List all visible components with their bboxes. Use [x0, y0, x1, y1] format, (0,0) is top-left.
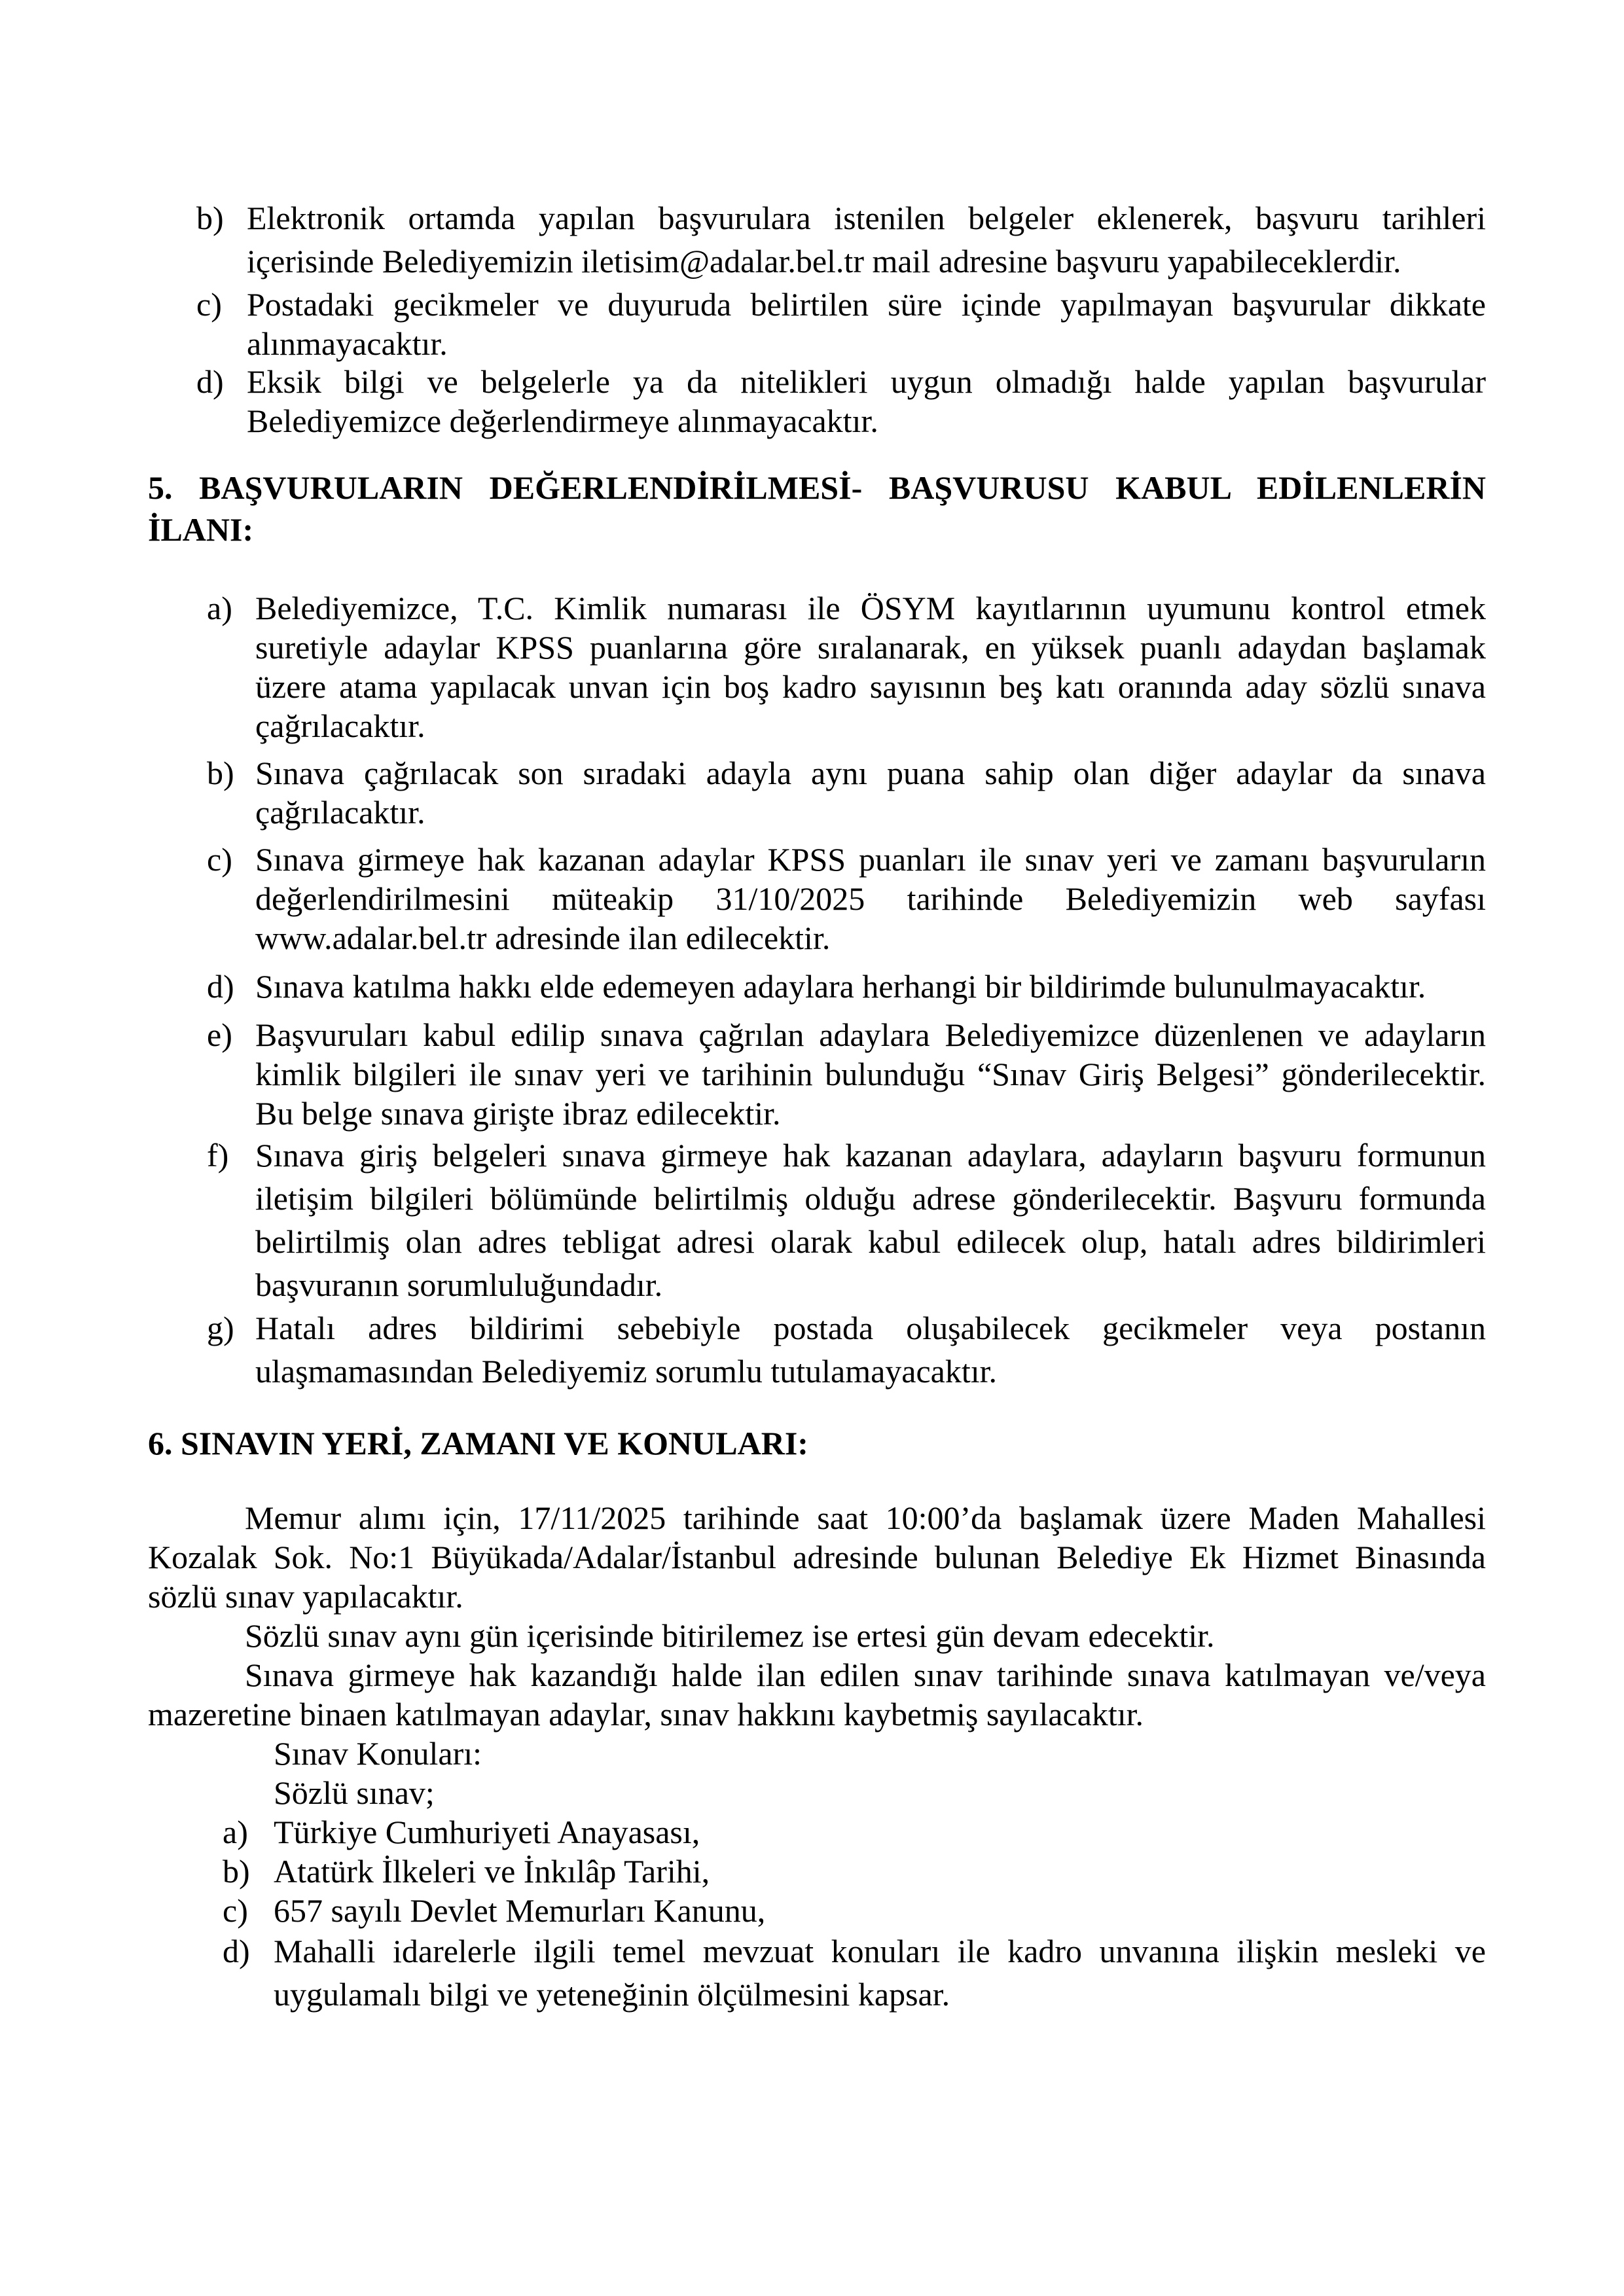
list-item-text: Hatalı adres bildirimi sebebiyle postada oluşabilecek gecikmeler veya postanın — [255, 1310, 1486, 1346]
list-item-text: suretiyle adaylar KPSS puanlarına göre sıralanarak, en yüksek puanlı adaydan başlamak — [255, 629, 1486, 666]
section-heading-cont: İLANI: — [148, 511, 254, 548]
list-item-text: Sınava girmeye hak kazanan adaylar KPSS puanları ile sınav yeri ve zamanı başvuruların — [255, 841, 1486, 878]
section-heading: 5. BAŞVURULARIN DEĞERLENDİRİLMESİ- BAŞVURUSU KABUL EDİLENLERİN — [148, 469, 1486, 506]
topic-item: Atatürk İlkeleri ve İnkılâp Tarihi, — [274, 1853, 710, 1890]
topic-item: 657 sayılı Devlet Memurları Kanunu, — [274, 1892, 766, 1929]
list-item-text: Bu belge sınava girişte ibraz edilecektir. — [255, 1095, 781, 1132]
topics-label: Sınav Konuları: — [274, 1735, 482, 1772]
list-marker: d) — [196, 363, 224, 400]
list-item-text: ulaşmamasından Belediyemiz sorumlu tutulamayacaktır. — [255, 1353, 998, 1390]
paragraph-line: Sözlü sınav aynı gün içerisinde bitirilemez ise ertesi gün devam edecektir. — [245, 1617, 1215, 1654]
list-marker: d) — [223, 1933, 250, 1969]
list-marker: b) — [207, 755, 234, 791]
list-marker: e) — [207, 1016, 232, 1053]
list-item-text: Belediyemizce, T.C. Kimlik numarası ile ÖSYM kayıtlarının uyumunu kontrol etmek — [255, 590, 1486, 626]
list-marker: a) — [223, 1814, 248, 1850]
list-item-text: içerisinde Belediyemizin iletisim@adalar.bel.tr mail adresine başvuru yapabileceklerdir. — [247, 243, 1401, 279]
list-item-text: Eksik bilgi ve belgelerle ya da nitelikleri uygun olmadığı halde yapılan başvurular — [247, 363, 1486, 400]
list-item-text: Sınava giriş belgeleri sınava girmeye hak kazanan adaylara, adayların başvuru formunun — [255, 1137, 1486, 1174]
paragraph-line: Kozalak Sok. No:1 Büyükada/Adalar/İstanbul adresinde bulunan Belediye Ek Hizmet Binasında — [148, 1539, 1486, 1575]
paragraph-line: Sınava girmeye hak kazandığı halde ilan edilen sınav tarihinde sınava katılmayan ve/veya — [245, 1657, 1486, 1693]
list-item-text: Başvuruları kabul edilip sınava çağrılan adaylara Belediyemizce düzenlenen ve adayların — [255, 1016, 1486, 1053]
paragraph-line: Memur alımı için, 17/11/2025 tarihinde saat 10:00’da başlamak üzere Maden Mahallesi — [245, 1499, 1486, 1536]
list-marker: c) — [223, 1892, 248, 1929]
section-heading: 6. SINAVIN YERİ, ZAMANI VE KONULARI: — [148, 1425, 808, 1462]
list-marker: f) — [207, 1137, 229, 1174]
list-marker: d) — [207, 968, 234, 1005]
list-item-text: Belediyemizce değerlendirmeye alınmayacaktır. — [247, 403, 878, 439]
list-item-text: kimlik bilgileri ile sınav yeri ve tarihinin bulunduğu “Sınav Giriş Belgesi” gönderilecektir. — [255, 1056, 1486, 1092]
list-item-text: alınmayacaktır. — [247, 325, 448, 362]
list-marker: c) — [207, 841, 232, 878]
list-item-text: üzere atama yapılacak unvan için boş kadro sayısının beş katı oranında aday sözlü sınava — [255, 668, 1486, 705]
list-item-text: belirtilmiş olan adres tebligat adresi olarak kabul edilecek olup, hatalı adres bildirimleri — [255, 1223, 1486, 1260]
list-item-text: Elektronik ortamda yapılan başvurulara istenilen belgeler eklenerek, başvuru tarihleri — [247, 200, 1486, 236]
list-item-text: çağrılacaktır. — [255, 708, 425, 744]
list-item-text: Sınava çağrılacak son sıradaki adayla aynı puana sahip olan diğer adaylar da sınava — [255, 755, 1486, 791]
list-item-text: www.adalar.bel.tr adresinde ilan edilecektir. — [255, 920, 831, 956]
list-item-text: değerlendirilmesini müteakip 31/10/2025 tarihinde Belediyemizin web sayfası — [255, 880, 1486, 917]
list-item-text: Postadaki gecikmeler ve duyuruda belirtilen süre içinde yapılmayan başvurular dikkate — [247, 286, 1486, 323]
list-marker: b) — [223, 1853, 250, 1890]
topic-item: Mahalli idarelerle ilgili temel mevzuat konuları ile kadro unvanına ilişkin mesleki ve — [274, 1933, 1486, 1969]
list-marker: a) — [207, 590, 232, 626]
list-marker: c) — [196, 286, 222, 323]
paragraph-line: mazeretine binaen katılmayan adaylar, sınav hakkını kaybetmiş sayılacaktır. — [148, 1696, 1144, 1732]
list-item-text: başvuranın sorumluluğundadır. — [255, 1266, 663, 1303]
list-marker: b) — [196, 200, 224, 236]
oral-exam-label: Sözlü sınav; — [274, 1774, 435, 1811]
list-item-text: Sınava katılma hakkı elde edemeyen adaylara herhangi bir bildirimde bulunulmayacaktır. — [255, 968, 1426, 1005]
paragraph-line: sözlü sınav yapılacaktır. — [148, 1578, 463, 1615]
topic-item: Türkiye Cumhuriyeti Anayasası, — [274, 1814, 700, 1850]
topic-item: uygulamalı bilgi ve yeteneğinin ölçülmesini kapsar. — [274, 1976, 950, 2013]
list-item-text: iletişim bilgileri bölümünde belirtilmiş olduğu adrese gönderilecektir. Başvuru formunda — [255, 1180, 1486, 1217]
list-marker: g) — [207, 1310, 234, 1346]
list-item-text: çağrılacaktır. — [255, 794, 425, 831]
